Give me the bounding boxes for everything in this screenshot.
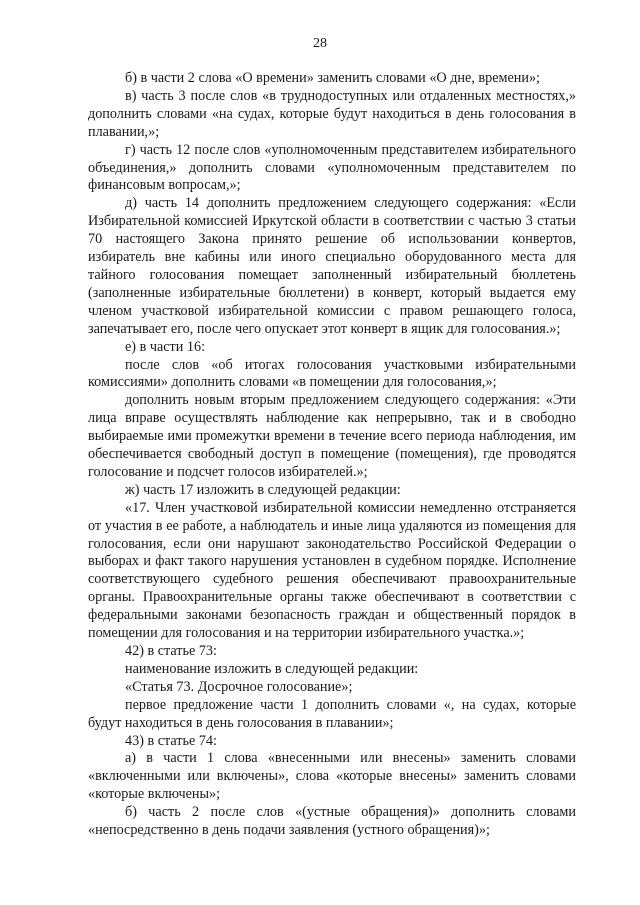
page-number: 28 xyxy=(313,36,327,51)
paragraph: первое предложение части 1 дополнить словами «, на судах, которые будут находиться в день голосования в плавании»; xyxy=(88,696,576,731)
paragraph: 42) в статье 73: xyxy=(125,643,217,659)
paragraph: ж) часть 17 изложить в следующей редакции: xyxy=(125,481,401,498)
paragraph: б) в части 2 слова «О времени» заменить словами «О дне, времени»; xyxy=(125,70,540,86)
paragraph: д) часть 14 дополнить предложением следующего содержания: «Если Избирательной комиссией Иркутской области в соответствии с частью 3 статьи 70 настоящего Закона принято решение об использовании конвертов, избиратель вне кабины или иного специально оборудованного места для тайного голосования помещает заполненный избирательный бюллетень (заполненные избирательные бюллетени) в конверт, который выдается ему членом участковой избирательной комиссии с правом решающего голоса, запечатывает его, после чего опускает этот конверт в ящик для голосования.»; xyxy=(88,195,576,337)
paragraph: «17. Член участковой избирательной комиссии немедленно отстраняется от участия в ее работе, а наблюдатель и иные лица удаляются из помещения для голосования, если они нарушают законодательство Российской Федерации о выборах и факт такого нарушения установлен в судебном порядке. Исполнение соответствующего судебного решения обеспечивают правоохранительные органы. Правоохранительные органы также обеспечивают в соответствии с федеральными законами безопасность граждан и общественный порядок в помещении для голосования и на территории избирательного участка.»; xyxy=(88,499,576,642)
paragraph: после слов «об итогах голосования участковыми избирательными комиссиями» дополнить словами «в помещении для голосования,»; xyxy=(88,356,576,391)
paragraph: дополнить новым вторым предложением следующего содержания: «Эти лица вправе осуществлять наблюдение как непрерывно, так и в свободно выбираемые ими промежутки времени в течение всего периода наблюдения, им обеспечивается свободный доступ в помещение (помещения), где проводятся голосование и подсчет голосов избирателей.»; xyxy=(88,392,576,480)
paragraph: в) часть 3 после слов «в труднодоступных или отдаленных местностях,» дополнить словами «на судах, которые будут находиться в день голосования в плавании,»; xyxy=(88,87,576,140)
paragraph: б) часть 2 после слов «(устные обращения)» дополнить словами «непосредственно в день подачи заявления (устного обращения)»; xyxy=(88,804,576,839)
paragraph: 43) в статье 74: xyxy=(125,732,217,749)
paragraph: е) в части 16: xyxy=(125,338,206,355)
document-body xyxy=(88,70,576,840)
paragraph: «Статья 73. Досрочное голосование»; xyxy=(125,678,353,695)
paragraph: г) часть 12 после слов «уполномоченным представителем избирательного объединения,» дополнить словами «уполномоченным представителем по финансовым вопросам,»; xyxy=(88,141,576,194)
paragraph: а) в части 1 слова «внесенными или внесены» заменить словами «включенными или включены», слова «которые внесены» заменить словами «которые включены»; xyxy=(88,750,576,803)
paragraph: наименование изложить в следующей редакции: xyxy=(125,660,419,677)
